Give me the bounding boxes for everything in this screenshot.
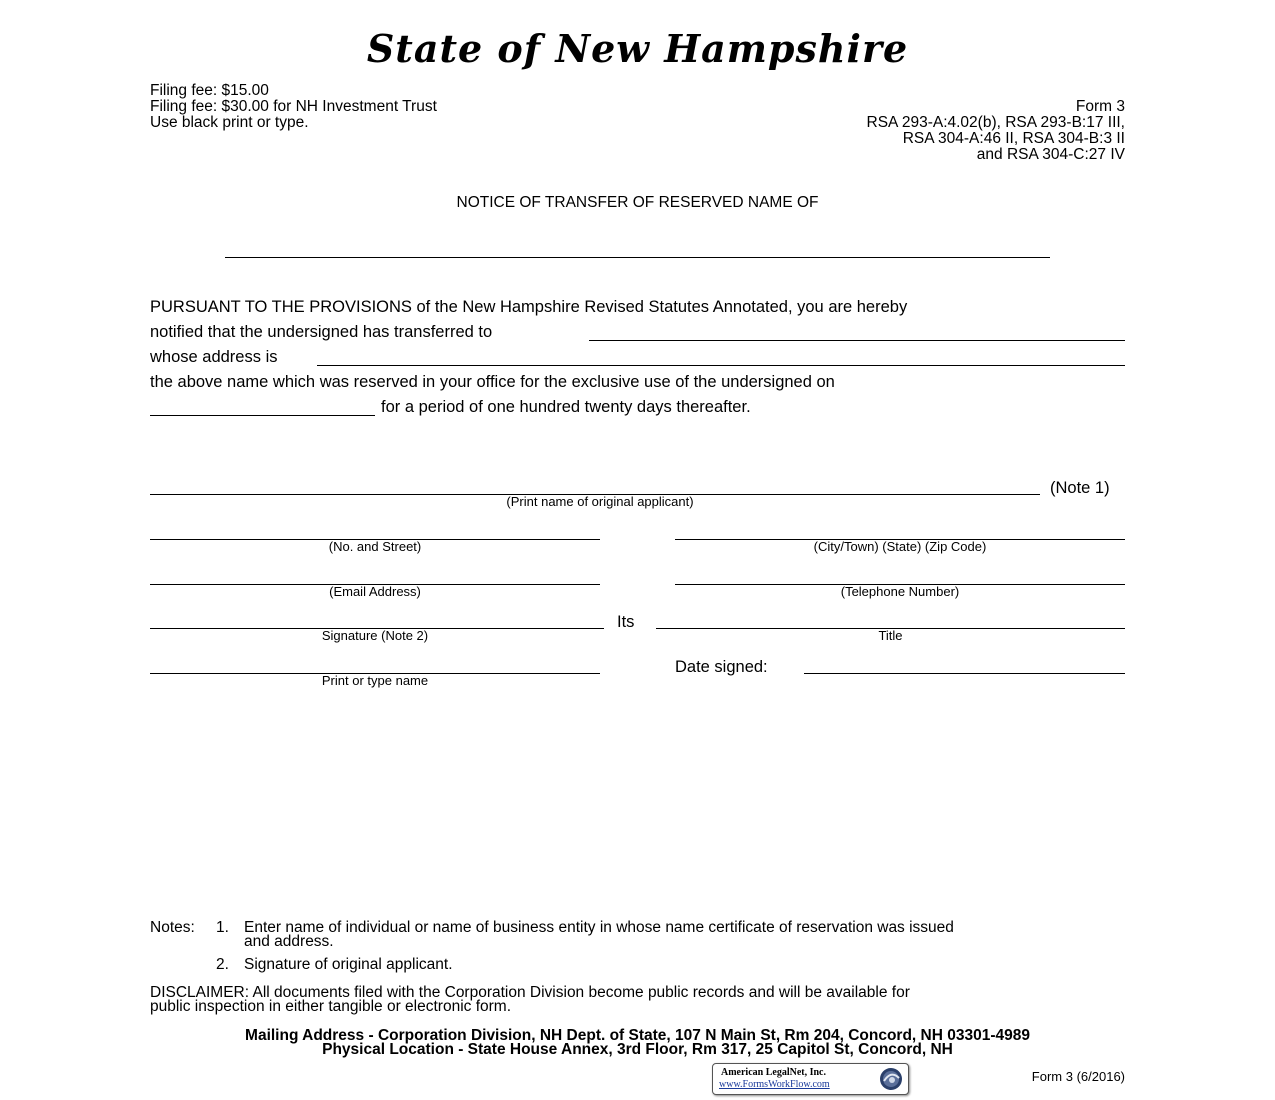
signature-label: Signature (Note 2) [321,628,429,643]
city-state-zip-label: (City/Town) (State) (Zip Code) [813,539,987,554]
body-line-4: the above name which was reserved in your office for the exclusive use of the undersigned on [150,373,835,391]
body-line-2: notified that the undersigned has transferred to [150,323,493,341]
print-name-label: (Print name of original applicant) [506,494,694,509]
date-signed-label: Date signed: [675,658,768,676]
disclaimer-line-1: DISCLAIMER: All documents filed with the Corporation Division become public records and will be available for [150,984,910,1001]
page-title: State of New Hampshire [366,26,909,71]
mailing-address: Mailing Address - Corporation Division, NH Dept. of State, 107 N Main St, Rm 204, Concord, NH 03301-4989 [245,1027,1030,1044]
rsa-line-1: RSA 293-A:4.02(b), RSA 293-B:17 III, [866,114,1125,131]
its-label: Its [617,613,635,631]
globe-icon [878,1066,904,1092]
street-label: (No. and Street) [328,539,422,554]
email-label: (Email Address) [329,584,421,599]
filing-fee-trust: Filing fee: $30.00 for NH Investment Trust [150,98,437,115]
rsa-line-3: and RSA 304-C:27 IV [976,146,1125,163]
body-line-5: for a period of one hundred twenty days thereafter. [381,398,751,416]
notice-title: NOTICE OF TRANSFER OF RESERVED NAME OF [456,194,819,211]
rsa-line-2: RSA 304-A:46 II, RSA 304-B:3 II [902,130,1125,147]
note-2-number: 2. [216,956,229,973]
physical-location: Physical Location - State House Annex, 3rd Floor, Rm 317, 25 Capitol St, Concord, NH [322,1041,953,1058]
form-version: Form 3 (6/2016) [1031,1069,1125,1084]
disclaimer-line-2: public inspection in either tangible or electronic form. [150,998,511,1015]
reservation-date-field[interactable] [150,415,375,416]
address-field[interactable] [317,365,1125,366]
note-2-text: Signature of original applicant. [244,956,453,973]
reserved-name-field[interactable] [225,257,1050,258]
date-signed-field[interactable] [804,673,1125,674]
print-instruction: Use black print or type. [150,114,309,131]
print-type-name-label: Print or type name [321,673,429,688]
logo-website[interactable]: www.FormsWorkFlow.com [719,1079,830,1090]
logo-company-name: American LegalNet, Inc. [721,1067,826,1078]
form-number: Form 3 [1075,98,1125,115]
body-line-3: whose address is [150,348,278,366]
note-1-reference: (Note 1) [1050,479,1110,497]
body-line-1: PURSUANT TO THE PROVISIONS of the New Hampshire Revised Statutes Annotated, you are hereby [150,298,908,316]
note-1-number: 1. [216,919,229,936]
notes-label: Notes: [150,919,195,936]
filing-fee-standard: Filing fee: $15.00 [150,82,269,99]
telephone-label: (Telephone Number) [840,584,960,599]
note-1-text-cont: and address. [244,933,334,950]
note-1-text: Enter name of individual or name of business entity in whose name certificate of reservation was issued [244,919,954,936]
transferee-field[interactable] [589,340,1125,341]
title-label: Title [878,628,903,643]
american-legalnet-logo[interactable] [712,1063,909,1095]
